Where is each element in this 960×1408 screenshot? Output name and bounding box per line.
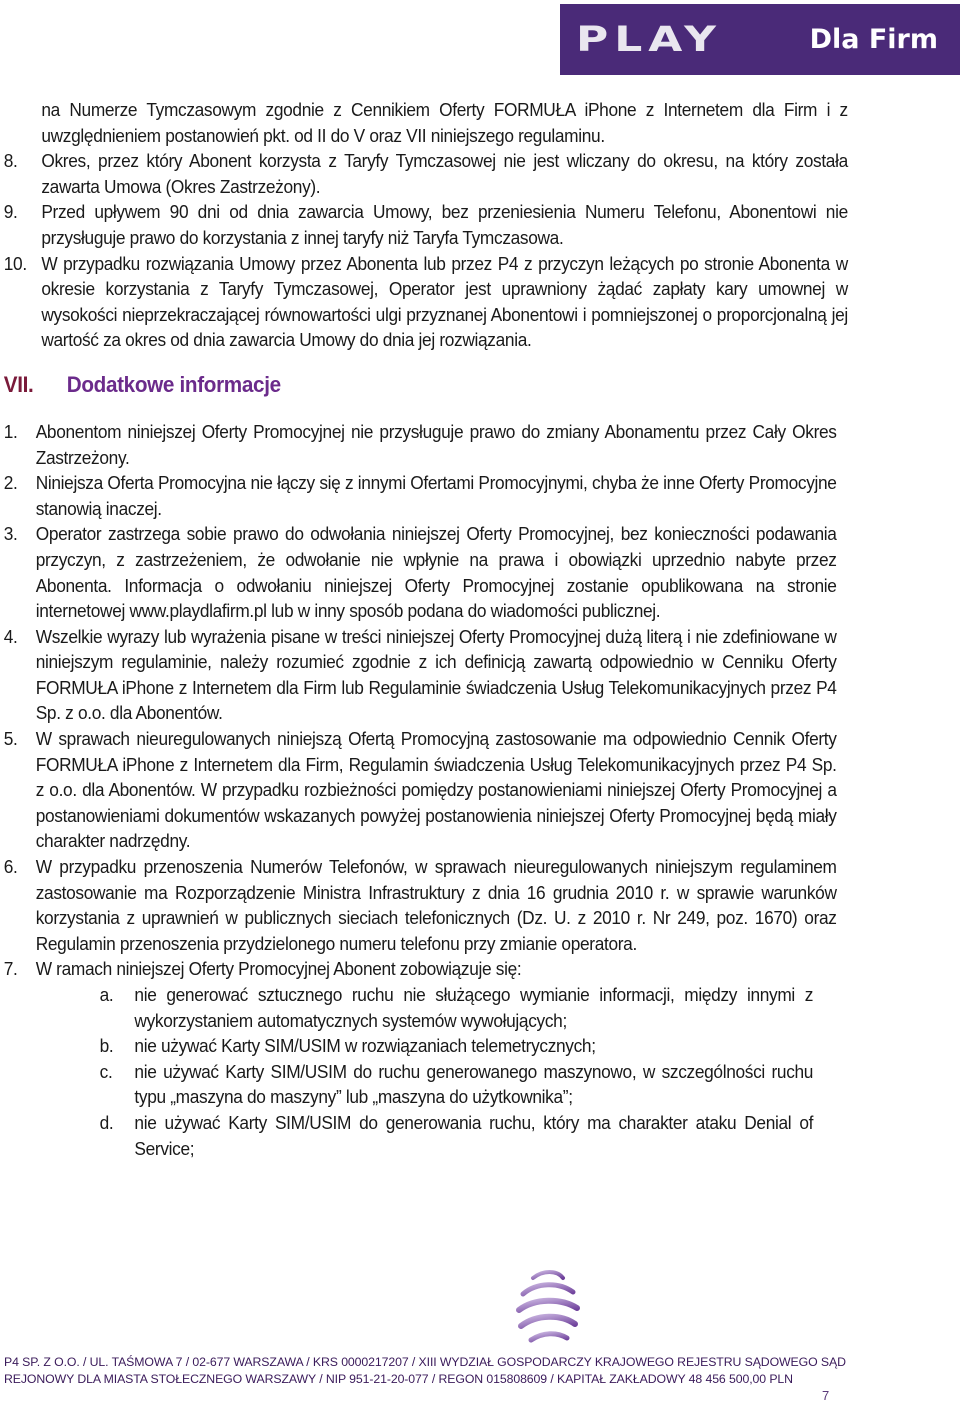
list-item — [0, 624, 837, 726]
sub-item-letter: a. — [99, 984, 114, 1005]
list-top — [0, 148, 902, 353]
item-text: Wszelkie wyrazy lub wyrażenia pisane w treści niniejszej Oferty Promocyjnej dużą literą i nie zdefiniowane w niniejszym regulaminie, należy rozumieć zgodnie z ich definicją zawartą odpowiednio w Cenniku Oferty FORMUŁA iPhone z Internetem dla Firm lub Regulaminie świadczenia Usług Telekomunikacyjnych przez P4 Sp. z o.o. dla Abonentów. — [35, 625, 837, 724]
item-text: Abonentom niniejszej Oferty Promocyjnej nie przysługuje prawo do zmiany Abonamentu przez Cały Okres Zastrzeżony. — [35, 420, 837, 468]
sub-list — [0, 982, 902, 1161]
item-text: W przypadku przenoszenia Numerów Telefonów, w sprawach nieuregulowanych niniejszym regulaminem zastosowanie ma Rozporządzenie Ministra Infrastruktury z dnia 16 grudnia 2010 r. w sprawie warunków korzystania z uprawnień w publicznych sieciach telefonicznych (Dz. U. z 2010 r. Nr 249, poz. 1670) oraz Regulamin przenoszenia przydzielonego numeru telefonu przy zmianie operatora. — [35, 856, 837, 954]
list-item — [0, 956, 837, 982]
list-item — [0, 470, 837, 521]
list-item — [0, 726, 837, 854]
logo-play-text: PLAY — [576, 19, 722, 59]
item-number: 1. — [3, 420, 18, 442]
item-text: W sprawach nieuregulowanych niniejszą Ofertą Promocyjną zastosowanie ma odpowiednio Cennik Oferty FORMUŁA iPhone z Internetem dla Firm, Regulamin świadczenia Usług Telekomunikacyjnych przez P4 Sp. z o.o. dla Abonentów. W przypadku rozbieżności pomiędzy postanowieniami niniejszej Oferty Promocyjnej a postanowieniami dokumentów wskazanych powyżej postanowienia niniejszej Oferty Promocyjnej będą miały charakter nadrzędny. — [35, 728, 837, 852]
item-number: 2. — [3, 472, 18, 494]
item-text: Niniejsza Oferta Promocyjna nie łączy się z innymi Ofertami Promocyjnymi, chyba że inne Oferty Promocyjne stanowią inaczej. — [35, 472, 837, 519]
item-text: Przed upływem 90 dni od dnia zawarcia Umowy, bez przeniesienia Numeru Telefonu, Abonentowi nie przysługuje prawo do korzystania z innej taryfy niż Taryfa Tymczasowa. — [41, 201, 848, 248]
section-title: Dodatkowe informacje — [66, 371, 281, 397]
section-heading — [0, 371, 902, 399]
list-item — [0, 199, 848, 250]
item-text: W przypadku rozwiązania Umowy przez Abonenta lub przez P4 z przyczyn leżących po stronie Abonenta w okresie korzystania z Taryfy Tymczasowej, Operator jest uprawniony żądać zapłaty kary umownej w wysokości nieprzekraczającej równowartości ulgi przyznanej Abonentowi i pomniejszonej o proporcjonalną jej wartość za okres od dnia zawarcia Umowy do dnia jej rozwiązania. — [41, 252, 848, 351]
list-item — [0, 148, 848, 199]
play-dla-firm-logo — [560, 4, 960, 75]
footer-line: REJONOWY DLA MIASTA STOŁECZNEGO WARSZAWY / NIP 951-21-20-077 / REGON 015808609 / KAPITAŁ ZAKŁADOWY 48 456 500,00 PLN — [4, 1372, 793, 1386]
list-item — [0, 854, 837, 956]
sub-item-letter: c. — [99, 1060, 113, 1082]
list-item — [0, 251, 848, 353]
document-body — [0, 97, 902, 1161]
logo-firm-text: Dla Firm — [809, 24, 938, 55]
item-text: Okres, przez który Abonent korzysta z Taryfy Tymczasowej nie jest wliczany do okresu, na który została zawarta Umowa (Okres Zastrzeżony). — [41, 150, 848, 197]
footer-line: P4 SP. Z O.O. / UL. TAŚMOWA 7 / 02-677 WARSZAWA / KRS 0000217207 / XIII WYDZIAŁ GOSPODARCZY KRAJOWEGO REJESTRU SĄDOWEGO SĄD — [4, 1355, 846, 1369]
list-item — [0, 419, 837, 470]
item-number: 8. — [3, 150, 18, 172]
continuation-paragraph: na Numerze Tymczasowym zgodnie z Cennikiem Oferty FORMUŁA iPhone z Internetem dla Firm i z uwzględnieniem postanowień pkt. od II do V oraz VII niniejszego regulaminu. — [41, 99, 848, 146]
sub-list-item — [0, 1059, 813, 1110]
item-number: 9. — [3, 201, 18, 223]
sub-item-text: nie używać Karty SIM/USIM do ruchu generowanego maszynowo, w szczególności ruchu typu „maszyna do maszyny” lub „maszyna do użytkownika”; — [134, 1060, 814, 1108]
sub-item-text: nie używać Karty SIM/USIM w rozwiązaniach telemetrycznych; — [134, 1035, 596, 1057]
play-sphere-icon — [513, 1270, 583, 1346]
item-number: 3. — [3, 523, 18, 545]
section-number: VII. — [3, 371, 34, 397]
item-number: 10. — [3, 252, 27, 274]
sub-item-letter: d. — [99, 1111, 114, 1133]
item-number: 6. — [3, 856, 18, 878]
sub-list-item — [0, 1033, 813, 1059]
sub-list-item — [0, 1110, 813, 1161]
list-main — [0, 419, 902, 982]
item-text: W ramach niniejszej Oferty Promocyjnej Abonent zobowiązuje się: — [35, 958, 522, 980]
sub-list-item — [0, 982, 813, 1033]
page-number: 7 — [822, 1388, 830, 1403]
item-number: 4. — [3, 625, 18, 647]
item-text: Operator zastrzega sobie prawo do odwołania niniejszej Oferty Promocyjnej, bez konieczności podawania przyczyn, z zastrzeżeniem, że odwołanie nie wpłynie na prawa i obowiązki uprzednio nabyte przez Abonenta. Informacja o odwołaniu niniejszej Oferty Promocyjnej zostanie opublikowana na stronie internetowej www.playdlafirm.pl lub w inny sposób podana do wiadomości publicznej. — [35, 523, 837, 622]
company-footer — [4, 1354, 846, 1388]
sub-item-text: nie generować sztucznego ruchu nie służącego wymianie informacji, między innymi z wykorzystaniem automatycznych systemów wywołujących; — [134, 984, 814, 1031]
list-item — [0, 521, 837, 623]
item-number: 5. — [3, 728, 18, 750]
item-number: 7. — [3, 958, 18, 980]
sub-item-text: nie używać Karty SIM/USIM do generowania ruchu, który ma charakter ataku Denial of Service; — [134, 1111, 814, 1159]
sub-item-letter: b. — [99, 1035, 114, 1057]
